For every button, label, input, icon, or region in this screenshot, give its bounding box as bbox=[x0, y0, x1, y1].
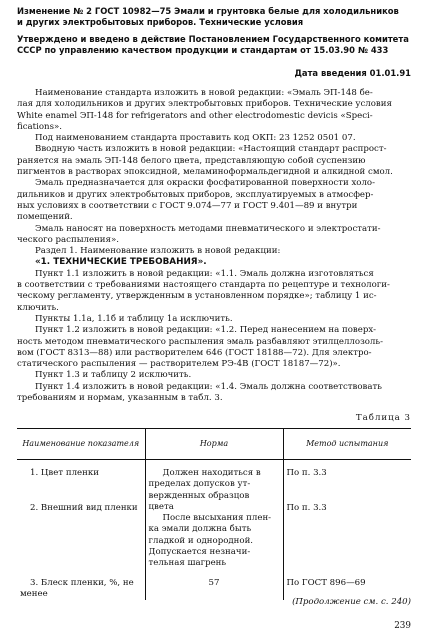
paragraph-line: раняется на эмаль ЭП-148 белого цвета, представляющую собой суспензию bbox=[17, 155, 366, 166]
paragraph-line: Пункты 1.1а, 1.1б и таблицу 1а исключить. bbox=[35, 313, 233, 324]
cell-line: По п. 3.3 bbox=[286, 468, 327, 478]
paragraph-line: вом (ГОСТ 8313—88) или растворителем 646 (ГОСТ 18188—72). Для электро- bbox=[17, 347, 372, 358]
cell-line: По п. 3.3 bbox=[286, 503, 327, 514]
effective-date: Дата введения 01.01.91 bbox=[294, 68, 411, 78]
continuation-note: (Продолжение см. с. 240) bbox=[292, 597, 411, 607]
paragraph-line: ключить. bbox=[17, 302, 59, 313]
header-line: и других электробытовых приборов. Технические условия bbox=[17, 17, 304, 27]
header-line: Изменение № 2 ГОСТ 10982—75 Эмали и грунтовка белые для холодильников bbox=[17, 6, 399, 16]
cell-line: 57 bbox=[208, 577, 220, 588]
paragraph-line: дильников и других электробытовых приборов, эксплуатируемых в атмосфер- bbox=[17, 189, 374, 200]
cell-line: Должен находиться в bbox=[162, 468, 261, 478]
paragraph-line: Пункт 1.3 и таблицу 2 исключить. bbox=[35, 370, 192, 381]
paragraph-line: лая для холодильников и других электробытовых приборов. Технические условия bbox=[17, 99, 392, 110]
indicator-cell bbox=[17, 503, 145, 569]
cell-line: менее bbox=[20, 588, 48, 599]
amendment-header bbox=[17, 6, 411, 28]
cell-line: ка эмали должна быть bbox=[148, 524, 252, 535]
indicator-cell bbox=[17, 570, 145, 601]
body-text bbox=[17, 88, 411, 404]
cell-line: Допускается незначи- bbox=[148, 547, 251, 558]
paragraph-line: требованиям и нормам, указанным в табл. 3. bbox=[17, 393, 223, 404]
paragraph-line: Под наименованием стандарта проставить код ОКП: 23 1252 0501 07. bbox=[35, 133, 356, 144]
table-header-row bbox=[17, 429, 411, 460]
method-cell bbox=[283, 503, 411, 569]
table-row bbox=[17, 513, 411, 569]
approval-line: СССР по управлению качеством продукции и стандартам от 15.03.90 № 433 bbox=[17, 45, 389, 55]
paragraph-line: Эмаль наносят на поверхность методами пневматического и электростати- bbox=[35, 223, 381, 234]
column-header: Норма bbox=[145, 429, 283, 460]
paragraph-line: ческому регламенту, утвержденным в установленном порядке»; таблицу 1 ис- bbox=[17, 291, 377, 302]
paragraph-line: Вводную часть изложить в новой редакции: «Настоящий стандарт распрост- bbox=[35, 144, 387, 155]
column-header: Наименование показателя bbox=[17, 429, 145, 460]
cell-line: пределах допусков ут- bbox=[148, 479, 251, 490]
paragraph-line: Пункт 1.4 изложить в новой редакции: «1.4. Эмаль должна соответствовать bbox=[35, 381, 382, 392]
cell-line: гладкой и однородной. bbox=[148, 535, 254, 546]
cell-line: цвета bbox=[148, 501, 174, 512]
paragraph-line: ность методом пневматического распыления эмаль разбавляют этилцеллозоль- bbox=[17, 336, 383, 347]
paragraph-line: в соответствии с требованиями настоящего стандарта по рецептуре и технологи- bbox=[17, 280, 390, 291]
paragraph-line: помещений. bbox=[17, 212, 73, 223]
cell-line: По ГОСТ 896—69 bbox=[286, 577, 366, 588]
paragraph-line: пигментов в растворах эпоксидной, меламиноформальдегидной и алкидной смол. bbox=[17, 167, 393, 178]
norm-cell bbox=[145, 460, 283, 514]
approval-line: Утверждено и введено в действие Постановлением Государственного комитета bbox=[17, 34, 409, 44]
paragraph-line: Пункт 1.2 изложить в новой редакции: «1.2. Перед нанесением на поверх- bbox=[35, 325, 377, 336]
paragraph-line: Эмаль предназначается для окраски фосфатированной поверхности холо- bbox=[35, 178, 376, 189]
norm-cell bbox=[145, 513, 283, 569]
paragraph-line: fications». bbox=[17, 121, 62, 132]
paragraph-line: Раздел 1. Наименование изложить в новой редакции: bbox=[35, 246, 281, 257]
cell-line: тельная шагрень bbox=[148, 558, 227, 569]
paragraph-line: ческого распыления». bbox=[17, 234, 119, 245]
page-number: 239 bbox=[394, 621, 411, 631]
paragraph-line: ных условиях в соответствии с ГОСТ 9.074—77 и ГОСТ 9.401—89 и внутри bbox=[17, 200, 358, 211]
approval-statement bbox=[17, 34, 411, 56]
table-caption: Таблица 3 bbox=[355, 413, 411, 423]
paragraph-line: Пункт 1.1 изложить в новой редакции: «1.1. Эмаль должна изготовляться bbox=[35, 268, 374, 279]
paragraph-line: White enamel ЭП-148 for refrigerators and other electrodomestic devicis «Speci- bbox=[17, 110, 373, 121]
method-cell bbox=[283, 570, 411, 601]
paragraph-line: Наименование стандарта изложить в новой редакции: «Эмаль ЭП-148 бе- bbox=[35, 88, 373, 98]
cell-line: 3. Блеск пленки, %, не bbox=[30, 577, 134, 588]
cell-line: 2. Внешний вид пленки bbox=[30, 503, 138, 514]
cell-line: вержденных образцов bbox=[148, 490, 250, 501]
norm-cell bbox=[145, 570, 283, 601]
section-heading: «1. ТЕХНИЧЕСКИЕ ТРЕБОВАНИЯ». bbox=[35, 257, 207, 268]
column-header: Метод испытания bbox=[283, 429, 411, 460]
paragraph-line: статического распыления — растворителем РЭ-4В (ГОСТ 18187—72)». bbox=[17, 359, 341, 370]
cell-line: После высыхания плен- bbox=[162, 513, 272, 524]
table-row bbox=[17, 570, 411, 601]
table-3 bbox=[17, 428, 411, 600]
requirements-table bbox=[17, 428, 411, 600]
cell-line: 1. Цвет пленки bbox=[30, 468, 99, 478]
